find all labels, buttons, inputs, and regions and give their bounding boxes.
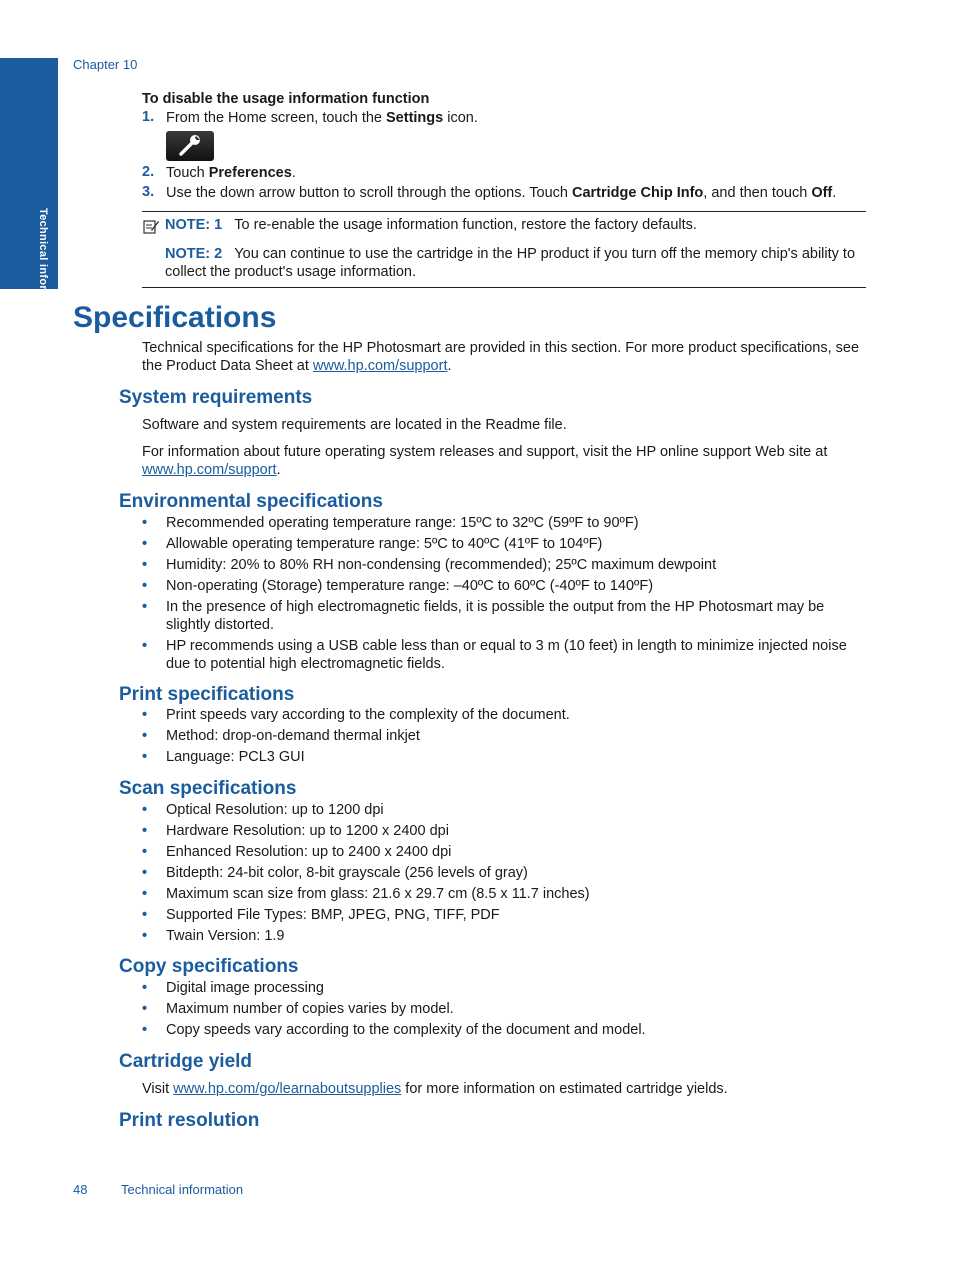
list-item: [142, 864, 862, 882]
bullet-icon: •: [142, 844, 148, 860]
cartridge-text: Visit www.hp.com/go/learnaboutsupplies for more information on estimated cartridge yields.: [142, 1081, 728, 1097]
list-item: [142, 598, 862, 634]
bullet-icon: •: [142, 557, 148, 573]
bullet-icon: •: [142, 728, 148, 744]
bullet-icon: •: [142, 907, 148, 923]
list-item: [142, 748, 862, 766]
copy-list: [142, 979, 862, 1042]
list-item-text: Maximum scan size from glass: 21.6 x 29.7 cm (8.5 x 11.7 inches): [166, 886, 590, 902]
page-number: 48: [73, 1182, 88, 1197]
side-tab-label: Technical information: [37, 208, 49, 328]
list-item-text: In the presence of high electromagnetic fields, it is possible the output from the HP Photosmart may be slightly distorted.: [166, 599, 825, 633]
specs-intro: Technical specifications for the HP Photosmart are provided in this section. For more product specifications, see the Product Data Sheet at www.hp.com/support.: [142, 340, 860, 374]
list-item: [142, 1000, 862, 1018]
bullet-icon: •: [142, 980, 148, 996]
print-list: [142, 706, 862, 769]
list-item-text: Allowable operating temperature range: 5ºC to 40ºC (41ºF to 104ºF): [166, 536, 603, 552]
list-item: [142, 906, 862, 924]
chapter-header: Chapter 10: [73, 57, 138, 72]
bullet-icon: •: [142, 638, 148, 654]
list-item: [142, 637, 862, 673]
list-item: [142, 885, 862, 903]
settings-wrench-icon: [166, 131, 214, 161]
list-item-text: Digital image processing: [166, 980, 324, 996]
list-item-text: Method: drop-on-demand thermal inkjet: [166, 728, 420, 744]
list-item-text: Hardware Resolution: up to 1200 x 2400 dpi: [166, 823, 449, 839]
bullet-icon: •: [142, 865, 148, 881]
section-heading-cartridge: Cartridge yield: [119, 1051, 253, 1072]
bullet-icon: •: [142, 886, 148, 902]
note-bottom-rule: [142, 287, 866, 288]
list-item-text: Copy speeds vary according to the complexity of the document and model.: [166, 1022, 646, 1038]
support-link[interactable]: www.hp.com/support: [142, 462, 277, 478]
bullet-icon: •: [142, 928, 148, 944]
list-item-text: Supported File Types: BMP, JPEG, PNG, TIFF, PDF: [166, 907, 500, 923]
list-item-text: Print speeds vary according to the complexity of the document.: [166, 707, 570, 723]
bullet-icon: •: [142, 599, 148, 615]
note-2: NOTE: 2 You can continue to use the cartridge in the HP product if you turn off the memory chip's ability to collect the product's usage information.: [165, 246, 856, 280]
support-link[interactable]: www.hp.com/support: [312, 358, 448, 374]
note-label: NOTE: 2: [165, 246, 223, 262]
list-item-text: Enhanced Resolution: up to 2400 x 2400 dpi: [166, 844, 452, 860]
bullet-icon: •: [142, 749, 148, 765]
list-item: [142, 843, 862, 861]
step-number: 1.: [142, 109, 155, 125]
list-item: [142, 727, 862, 745]
system-p2: For information about future operating system releases and support, visit the HP online support Web site at www.hp.com/support.: [142, 444, 828, 478]
list-item-text: Non-operating (Storage) temperature range: –40ºC to 60ºC (-40ºF to 140ºF): [166, 578, 654, 594]
section-heading-scan: Scan specifications: [119, 778, 297, 799]
list-item: [142, 801, 862, 819]
note-top-rule: [142, 211, 866, 212]
supplies-link[interactable]: www.hp.com/go/learnaboutsupplies: [173, 1081, 402, 1097]
scan-list: [142, 801, 862, 948]
list-item: [142, 979, 862, 997]
section-heading-print: Print specifications: [119, 684, 295, 705]
list-item-text: Humidity: 20% to 80% RH non-condensing (recommended); 25ºC maximum dewpoint: [166, 557, 717, 573]
bullet-icon: •: [142, 515, 148, 531]
list-item-text: Bitdepth: 24-bit color, 8-bit grayscale (256 levels of gray): [166, 865, 528, 881]
note-1: NOTE: 1 To re-enable the usage information function, restore the factory defaults.: [165, 217, 697, 233]
bullet-icon: •: [142, 578, 148, 594]
side-tab: [0, 58, 58, 328]
list-item-text: Recommended operating temperature range: 15ºC to 32ºC (59ºF to 90ºF): [166, 515, 639, 531]
step-number: 2.: [142, 164, 155, 180]
list-item: [142, 1021, 862, 1039]
list-item: [142, 822, 862, 840]
section-heading-copy: Copy specifications: [119, 956, 299, 977]
list-item: [142, 706, 862, 724]
list-item-text: Maximum number of copies varies by model.: [166, 1001, 454, 1017]
list-item-text: Twain Version: 1.9: [166, 928, 285, 944]
list-item-text: Language: PCL3 GUI: [166, 749, 305, 765]
list-item: [142, 927, 862, 945]
list-item: [142, 577, 862, 595]
bullet-icon: •: [142, 823, 148, 839]
usage-title: To disable the usage information function: [142, 91, 430, 107]
bullet-icon: •: [142, 1022, 148, 1038]
list-item-text: Optical Resolution: up to 1200 dpi: [166, 802, 384, 818]
footer-title: Technical information: [121, 1182, 244, 1197]
section-heading-environmental: Environmental specifications: [119, 491, 383, 512]
bullet-icon: •: [142, 1001, 148, 1017]
note-icon: [143, 218, 160, 240]
page-title: Specifications: [73, 301, 277, 334]
section-heading-resolution: Print resolution: [119, 1110, 260, 1131]
bullet-icon: •: [142, 536, 148, 552]
environmental-list: [142, 514, 862, 676]
bullet-icon: •: [142, 707, 148, 723]
bullet-icon: •: [142, 802, 148, 818]
list-item: [142, 556, 862, 574]
step-number: 3.: [142, 184, 155, 200]
section-heading-system: System requirements: [119, 387, 313, 408]
system-p1: Software and system requirements are located in the Readme file.: [142, 417, 567, 433]
note-label: NOTE: 1: [165, 217, 223, 233]
list-item-text: HP recommends using a USB cable less than or equal to 3 m (10 feet) in length to minimize injected noise due to potential high electromagnetic fields.: [166, 638, 847, 672]
list-item: [142, 514, 862, 532]
list-item: [142, 535, 862, 553]
